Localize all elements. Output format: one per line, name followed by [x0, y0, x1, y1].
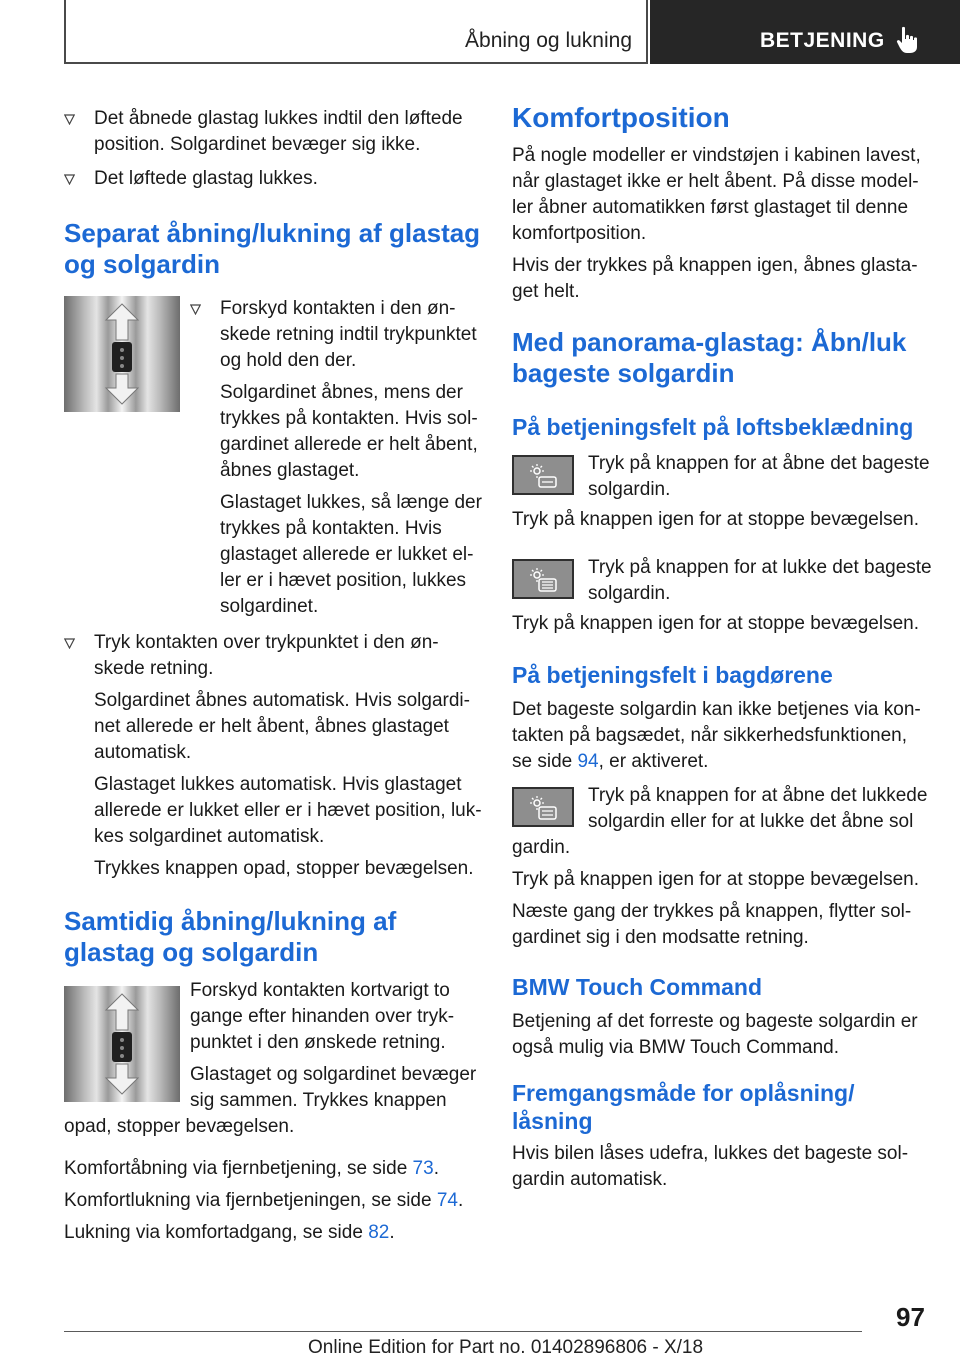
- paragraph: Solgardinet åbnes automatisk. Hvis solgardinet allerede er helt åbent, åbnes glastaget automatisk.: [94, 690, 470, 763]
- page-link-74[interactable]: 74: [436, 1190, 458, 1211]
- left-column: [64, 98, 482, 1252]
- paragraph: Forskyd kontakten i den ønskede retning indtil trykpunktet og hold den der.: [220, 298, 477, 371]
- triangle-bullet-icon: [64, 114, 75, 125]
- paragraph: Forskyd kontakten kortvarigt to gange efter hinanden over trykpunktet i den ønskede retning.: [190, 980, 455, 1053]
- paragraph: Glastaget lukkes automatisk. Hvis glastaget allerede er lukket eller er i hævet position, lukkes solgardinet automatisk.: [94, 774, 482, 847]
- heading-ceiling-panel: På betjeningsfelt på loftsbeklædning: [512, 414, 914, 440]
- heading-panorama: Med panorama-glastag: Åbn/luk bageste solgardin: [512, 327, 907, 388]
- right-column: [512, 98, 932, 1199]
- cross-reference: Komfortlukning via fjernbetjeningen, se side 74.: [64, 1190, 464, 1211]
- page-number: 97: [896, 1302, 925, 1332]
- bullet-text: Det løftede glastag lukkes.: [94, 168, 318, 189]
- triangle-bullet-icon: [64, 174, 75, 185]
- hand-pointer-icon: [896, 26, 922, 54]
- heading-separate: Separat åbning/lukning af glastag og solgardin: [64, 218, 481, 279]
- section-title: Åbning og lukning: [465, 29, 632, 52]
- rear-door-sunblind-button-image: [512, 787, 574, 827]
- sunblind-icon: [530, 567, 558, 593]
- sunblind-open-button-image: [512, 455, 574, 495]
- list-item: [64, 630, 482, 882]
- sunblind-icon: [530, 795, 558, 821]
- paragraph: Trykkes knappen opad, stopper bevægelsen.: [94, 858, 474, 879]
- paragraph: Tryk på knappen igen for at stoppe bevægelsen.: [512, 613, 919, 634]
- list-item: [64, 166, 482, 192]
- paragraph: Tryk på knappen for at lukke det bageste solgardin.: [588, 557, 932, 604]
- roof-switch-image: [64, 986, 180, 1102]
- paragraph: Tryk på knappen for at åbne det bageste solgardin.: [588, 453, 930, 500]
- list-item: [190, 296, 482, 626]
- paragraph: Tryk på knappen for at åbne det lukkede solgardin eller for at lukke det åbne sol: [588, 785, 928, 832]
- button-instruction: [512, 451, 932, 503]
- list-item: [64, 106, 482, 158]
- heading-comfort-position: Komfortposition: [512, 102, 730, 133]
- paragraph: Betjening af det forreste og bageste solgardin er også mulig via BMW Touch Command.: [512, 1011, 918, 1058]
- paragraph: Glastaget og solgardinet bevæger sig sammen. Trykkes knappen: [190, 1064, 477, 1111]
- paragraph: Næste gang der trykkes på knappen, flytter solgardinet sig i den modsatte retning.: [512, 901, 912, 948]
- cross-reference: Komfortåbning via fjernbetjening, se side 73.: [64, 1158, 439, 1179]
- switch-arrows-icon: [64, 296, 180, 412]
- chapter-title: BETJENING: [760, 29, 885, 52]
- paragraph: Det bageste solgardin kan ikke betjenes via kontakten på bagsædet, når sikkerhedsfunktionen, se side 94, er aktiveret.: [512, 699, 921, 772]
- heading-simultaneous: Samtidig åbning/lukning af glastag og solgardin: [64, 906, 397, 967]
- button-instruction: [512, 783, 932, 835]
- bullet-text: Det åbnede glastag lukkes indtil den løftede position. Solgardinet bevæger sig ikke.: [94, 108, 463, 155]
- page-link-73[interactable]: 73: [412, 1158, 434, 1179]
- paragraph: Tryk på knappen igen for at stoppe bevægelsen.: [512, 509, 919, 530]
- paragraph: Hvis der trykkes på knappen igen, åbnes glastaget helt.: [512, 255, 918, 302]
- sunblind-icon: [530, 463, 558, 489]
- paragraph: Tryk kontakten over trykpunktet i den ønskede retning.: [94, 632, 439, 679]
- paragraph: Solgardinet åbnes, mens der trykkes på kontakten. Hvis solgardinet allerede er helt åbent, åbnes glastaget.: [220, 382, 478, 481]
- heading-locking: Fremgangsmåde for oplåsning/ låsning: [512, 1080, 855, 1134]
- header-chapter-tab: [650, 0, 960, 64]
- footer-edition: Online Edition for Part no. 01402896806 - X/18: [308, 1337, 704, 1358]
- button-instruction: [512, 555, 932, 607]
- paragraph: Glastaget lukkes, så længe der trykkes på kontakten. Hvis glastaget allerede er lukket eller er i hævet position, lukkes solgardinet.: [220, 492, 482, 617]
- page-link-82[interactable]: 82: [368, 1222, 390, 1243]
- switch-arrows-icon: [64, 986, 180, 1102]
- triangle-bullet-icon: [64, 638, 75, 649]
- paragraph: gardin.: [512, 837, 571, 858]
- footer-divider: [64, 1331, 862, 1332]
- sunblind-close-button-image: [512, 559, 574, 599]
- paragraph: opad, stopper bevægelsen.: [64, 1116, 295, 1137]
- roof-switch-image: [64, 296, 180, 412]
- page-link-94[interactable]: 94: [577, 751, 599, 772]
- paragraph: Hvis bilen låses udefra, lukkes det bageste solgardin automatisk.: [512, 1143, 909, 1190]
- heading-rear-doors: På betjeningsfelt i bagdørene: [512, 662, 833, 688]
- switch-section: [64, 296, 482, 626]
- cross-reference: Lukning via komfortadgang, se side 82.: [64, 1222, 395, 1243]
- switch-section: [64, 978, 482, 1114]
- header-section-tab: [64, 0, 648, 64]
- triangle-bullet-icon: [190, 304, 201, 315]
- paragraph: På nogle modeller er vindstøjen i kabinen lavest, når glastaget ikke er helt åbent. På disse modeller åbner automatikken først glastaget til denne komfortposition.: [512, 145, 921, 244]
- paragraph: Tryk på knappen igen for at stoppe bevægelsen.: [512, 869, 919, 890]
- heading-touch-command: BMW Touch Command: [512, 974, 762, 1000]
